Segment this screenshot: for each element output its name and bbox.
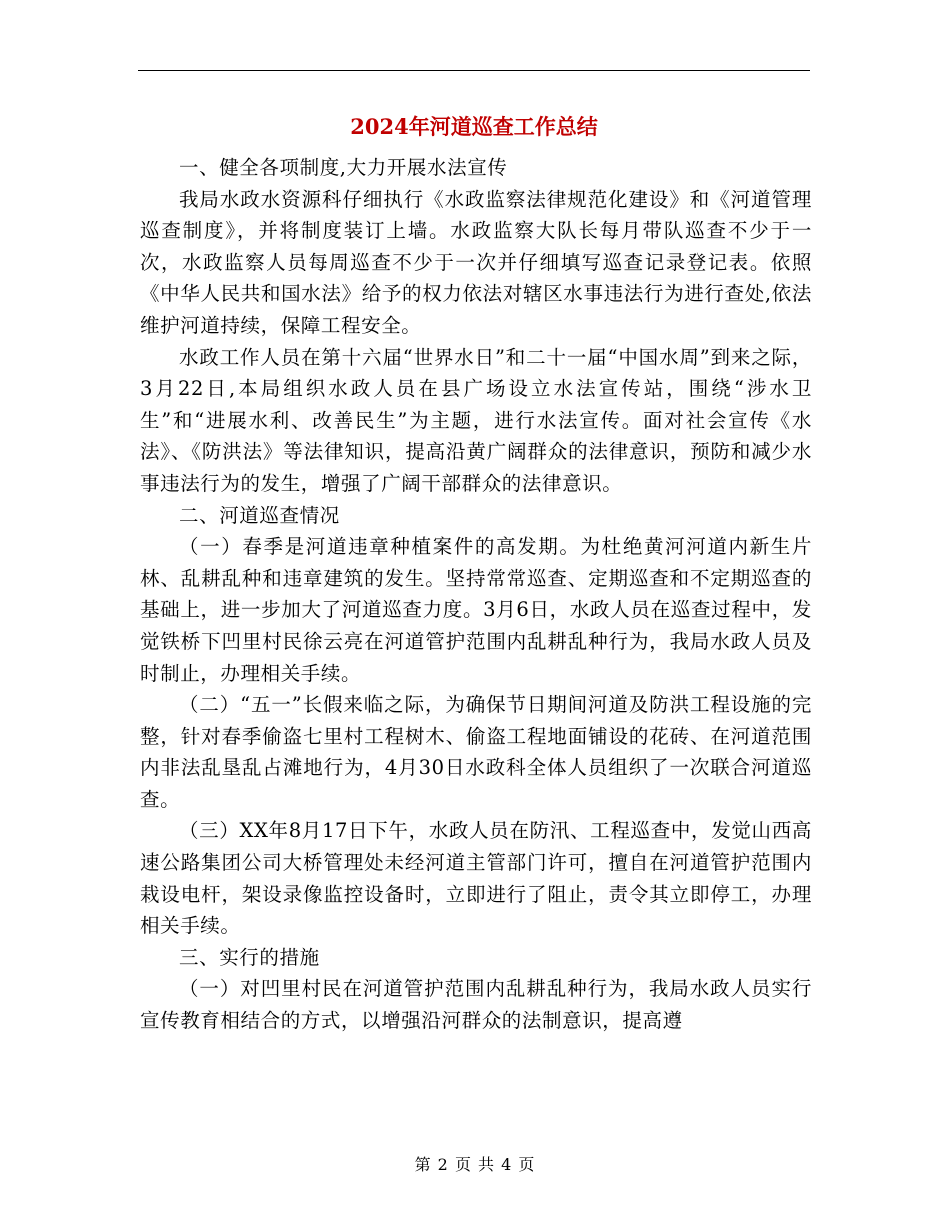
body-paragraph: （三）XX年8月17日下午，水政人员在防汛、工程巡查中，发觉山西高速公路集团公司大桥管理处未经河道主管部门许可，擅自在河道管护范围内栽设电杆，架设录像监控设备时，立即进行了阻止，责令其立即停工，办理相关手续。 <box>140 819 812 938</box>
header-rule <box>138 70 810 71</box>
document-title: 2024年河道巡查工作总结 <box>350 114 598 139</box>
section-heading-1: 一、健全各项制度,大力开展水法宣传 <box>179 156 508 179</box>
section-heading-2: 二、河道巡查情况 <box>179 503 340 527</box>
body-paragraph: 水政工作人员在第十六届“世界水日”和二十一届“中国水周”到来之际，3月22日,本局组织水政人员在县广场设立水法宣传站，围绕“涉水卫生”和“进展水利、改善民生”为主题，进行水法宣传。面对社会宣传《水法》、《防洪法》等法律知识，提高沿黄广阔群众的法律意识，预防和减少水事违法行为的发生，增强了广阔干部群众的法律意识。 <box>140 345 812 495</box>
body-paragraph: （二）“五一”长假来临之际，为确保节日期间河道及防洪工程设施的完整，针对春季偷盗七里村工程树木、偷盗工程地面铺设的花砖、在河道范围内非法乱垦乱占滩地行为，4月30日水政科全体人员组织了一次联合河道巡查。 <box>140 693 812 811</box>
body-paragraph: （一）春季是河道违章种植案件的高发期。为杜绝黄河河道内新生片林、乱耕乱种和违章建筑的发生。坚持常常巡查、定期巡查和不定期巡查的基础上，进一步加大了河道巡查力度。3月6日，水政人员在巡查过程中，发觉铁桥下凹里村民徐云亮在河道管护范围内乱耕乱种行为，我局水政人员及时制止，办理相关手续。 <box>140 535 812 685</box>
section-heading-3: 三、实行的措施 <box>179 945 320 969</box>
page-number: 第 2 页 共 4 页 <box>414 1155 536 1174</box>
body-paragraph: （一）对凹里村民在河道管护范围内乱耕乱种行为，我局水政人员实行宣传教育相结合的方式，以增强沿河群众的法制意识，提高遵 <box>140 977 812 1033</box>
document-body <box>140 152 812 1037</box>
body-paragraph: 我局水政水资源科仔细执行《水政监察法律规范化建设》和《河道管理巡查制度》，并将制度装订上墙。水政监察大队长每月带队巡查不少于一次，水政监察人员每周巡查不少于一次并仔细填写巡查记录登记表。依照《中华人民共和国水法》给予的权力依法对辖区水事违法行为进行查处,依法维护河道持续，保障工程安全。 <box>140 187 812 337</box>
